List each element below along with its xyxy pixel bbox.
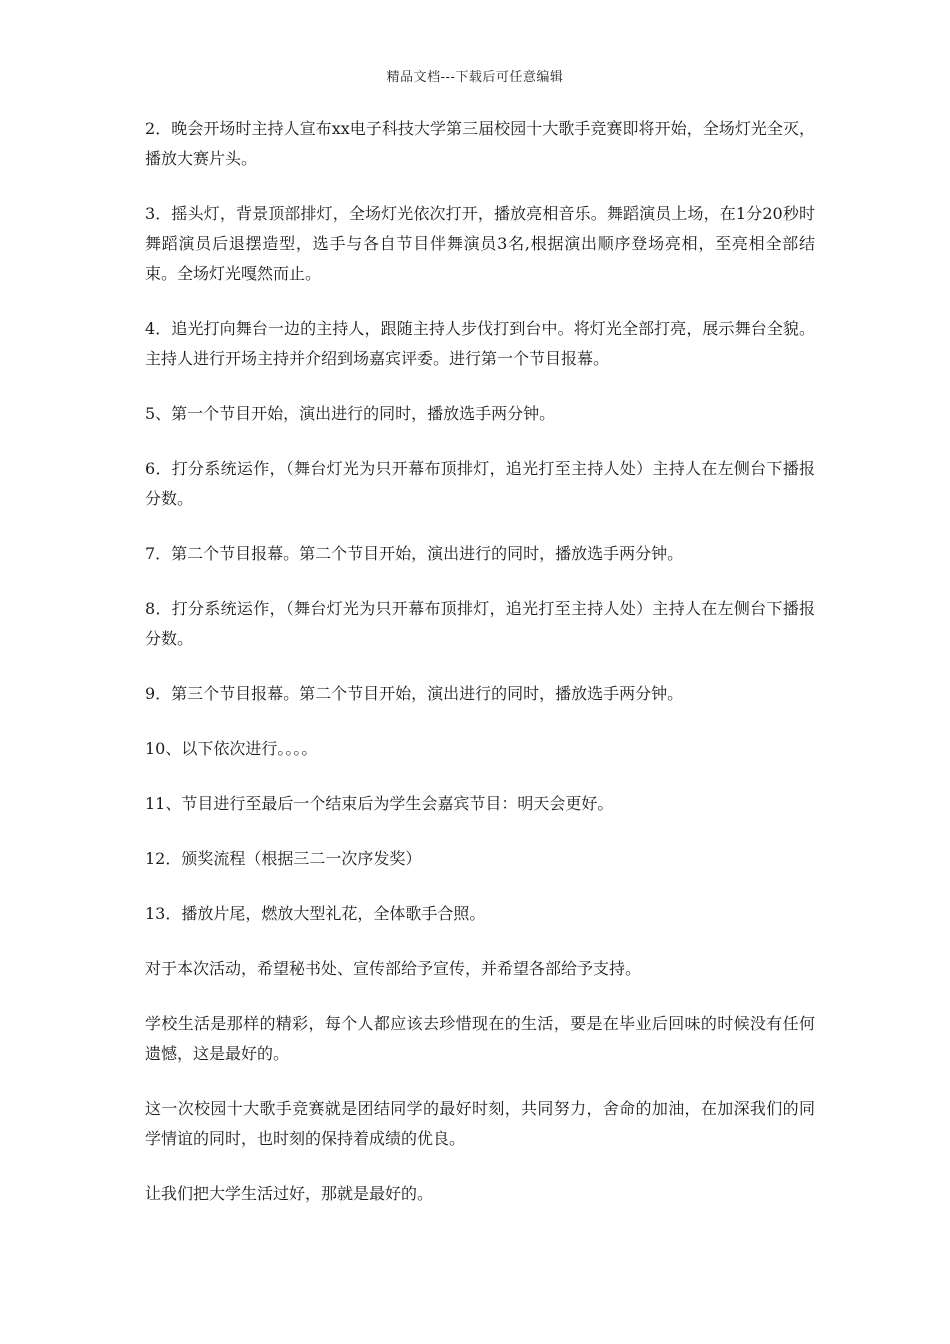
paragraph: 9．第三个节目报幕。第二个节目开始，演出进行的同时，播放选手两分钟。 [145, 684, 684, 703]
paragraph: 让我们把大学生活过好，那就是最好的。 [145, 1184, 434, 1203]
paragraph: 5、第一个节目开始，演出进行的同时，播放选手两分钟。 [145, 404, 556, 423]
paragraph: 7．第二个节目报幕。第二个节目开始，演出进行的同时，播放选手两分钟。 [145, 544, 684, 563]
paragraph: 对于本次活动，希望秘书处、宣传部给予宣传，并希望各部给予支持。 [145, 959, 642, 978]
paragraph: 学校生活是那样的精彩，每个人都应该去珍惜现在的生活，要是在毕业后回味的时候没有任何遗憾，这是最好的。 [145, 1014, 815, 1063]
paragraph: 12．颁奖流程（根据三二一次序发奖） [145, 849, 422, 868]
paragraph: 6．打分系统运作，（舞台灯光为只开幕布顶排灯，追光打至主持人处）主持人在左侧台下播报分数。 [145, 459, 815, 508]
paragraph: 11、节目进行至最后一个结束后为学生会嘉宾节目：明天会更好。 [145, 794, 614, 813]
paragraph: 3．摇头灯，背景顶部排灯，全场灯光依次打开，播放亮相音乐。舞蹈演员上场，在1分20秒时舞蹈演员后退摆造型，选手与各自节目伴舞演员3名,根据演出顺序登场亮相，至亮相全部结束。全场灯光嘎然而止。 [145, 204, 815, 283]
paragraph: 这一次校园十大歌手竞赛就是团结同学的最好时刻，共同努力，舍命的加油，在加深我们的同学情谊的同时，也时刻的保持着成绩的优良。 [145, 1099, 815, 1148]
paragraph: 8．打分系统运作，（舞台灯光为只开幕布顶排灯，追光打至主持人处）主持人在左侧台下播报分数。 [145, 599, 815, 648]
paragraph: 13．播放片尾，燃放大型礼花，全体歌手合照。 [145, 904, 486, 923]
paragraph: 10、以下依次进行。。。。 [145, 739, 318, 758]
page-header: 精品文档---下载后可任意编辑 [386, 70, 564, 85]
document-body [145, 114, 815, 1234]
paragraph: 2．晚会开场时主持人宣布xx电子科技大学第三届校园十大歌手竞赛即将开始，全场灯光全灭，播放大赛片头。 [145, 119, 815, 168]
paragraph: 4．追光打向舞台一边的主持人，跟随主持人步伐打到台中。将灯光全部打亮，展示舞台全貌。主持人进行开场主持并介绍到场嘉宾评委。进行第一个节目报幕。 [145, 319, 815, 368]
